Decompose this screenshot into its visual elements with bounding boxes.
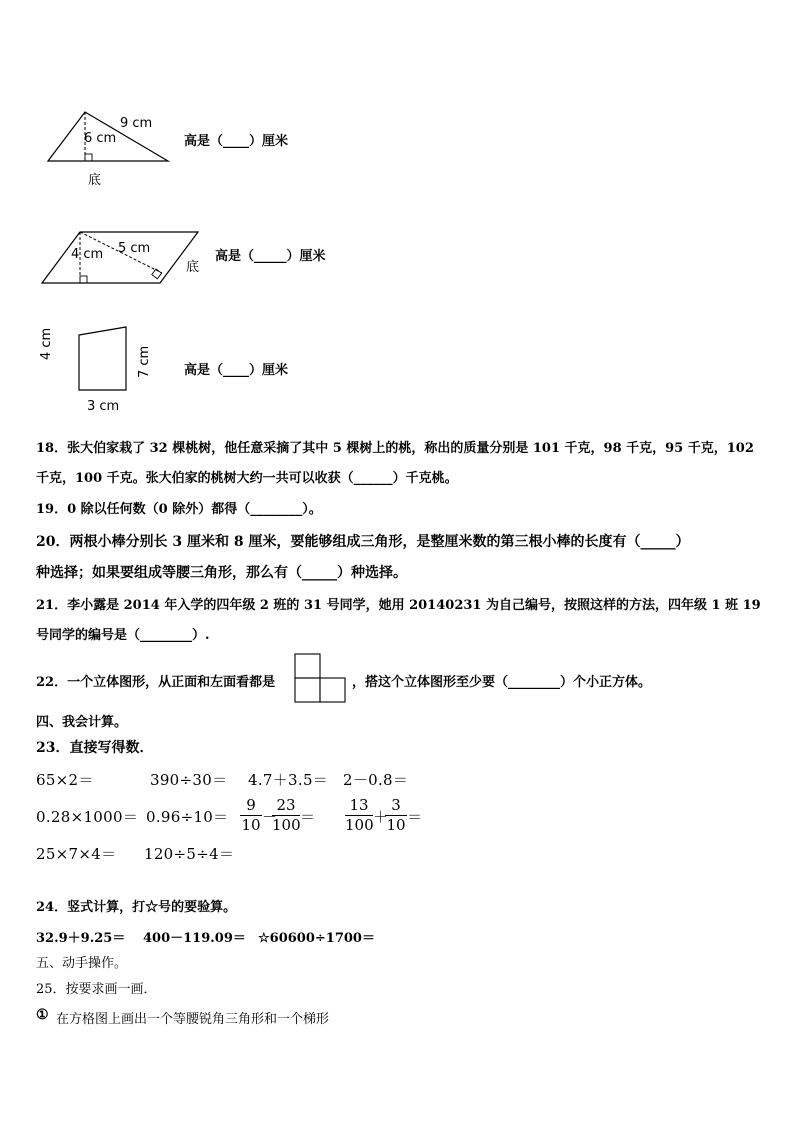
calc-item: 65×2＝: [36, 771, 94, 789]
trapezoid-left-label: 4 cm: [39, 327, 54, 360]
triangle-question: 高是（____）厘米: [184, 134, 289, 149]
q20-line1: 20．两根小棒分别长 3 厘米和 8 厘米，要能够组成三角形，是整厘米数的第三根小棒的长度有（_____）: [36, 534, 690, 550]
vertical-calc-item: ☆60600÷1700＝: [258, 931, 375, 946]
triangle-base-label: 底: [88, 173, 102, 188]
q22-text-before: 22．一个立体图形，从正面和左面看都是: [36, 675, 276, 690]
denominator: 10: [386, 816, 406, 834]
triangle-height-label: 6 cm: [84, 131, 117, 146]
section4-heading: 四、我会计算。: [36, 715, 128, 730]
calc-item: 0.96÷10＝: [146, 808, 229, 826]
q18-line1: 18．张大伯家栽了 32 棵桃树，他任意采摘了其中 5 棵树上的桃，称出的质量分别是 101 千克，98 千克，95 千克，102: [36, 441, 754, 456]
fraction-a: [240, 797, 262, 834]
numerator: 9: [246, 796, 256, 814]
triangle-side-label: 9 cm: [120, 116, 153, 131]
trapezoid-bottom-label: 3 cm: [87, 399, 120, 414]
q23-title: 23．直接写得数．: [36, 740, 154, 756]
numerator: 3: [391, 796, 401, 814]
trapezoid-figure: [76, 325, 130, 393]
numerator: 23: [276, 796, 296, 814]
fraction-b: [385, 797, 407, 834]
operator: －: [262, 808, 278, 826]
q18-line2: 千克，100 千克。张大伯家的桃树大约一共可以收获（______）千克桃。: [36, 471, 458, 486]
parallelogram-question: 高是（_____）厘米: [215, 249, 326, 264]
denominator: 100: [345, 816, 374, 834]
equals-sign: ＝: [300, 808, 316, 826]
q20-line2: 种选择；如果要组成等腰三角形，那么有（_____）种选择。: [36, 565, 407, 581]
calc-item: 120÷5÷4＝: [144, 845, 235, 863]
q19: 19．0 除以任何数（0 除外）都得（________）。: [36, 502, 322, 517]
operator: ＋: [373, 808, 389, 826]
parallelogram-height-label: 4 cm: [71, 247, 104, 262]
vertical-calc-item: 32.9＋9.25＝: [36, 931, 126, 946]
fraction-b: [272, 797, 300, 834]
calc-item: 390÷30＝: [150, 771, 228, 789]
calc-item: 4.7＋3.5＝: [248, 771, 329, 789]
q21-line2: 号同学的编号是（________）.: [36, 628, 210, 643]
denominator: 10: [241, 816, 261, 834]
q22-view-figure: [294, 653, 348, 703]
calc-item: 2－0.8＝: [343, 771, 409, 789]
trapezoid-right-label: 7 cm: [137, 345, 152, 378]
calc-item: 0.28×1000＝: [36, 808, 139, 826]
vertical-calc-item: 400－119.09＝: [143, 931, 246, 946]
fraction-a: [345, 797, 373, 834]
equals-sign: ＝: [407, 808, 423, 826]
q21-line1: 21．李小露是 2014 年入学的四年级 2 班的 31 号同学，她用 20140231 为自己编号，按照这样的方法，四年级 1 班 19: [36, 598, 761, 613]
q24-title: 24．竖式计算，打☆号的要验算。: [36, 900, 237, 915]
q25-item-marker: ①: [36, 1007, 49, 1023]
parallelogram-figure: [40, 229, 200, 287]
denominator: 100: [272, 816, 301, 834]
q25-title: 25．按要求画一画．: [36, 982, 157, 997]
parallelogram-base-label: 底: [186, 260, 200, 275]
q22-text-after: ，搭这个立体图形至少要（________）个小正方体。: [352, 675, 652, 690]
q25-item1: 在方格图上画出一个等腰锐角三角形和一个梯形: [56, 1012, 330, 1027]
numerator: 13: [349, 796, 369, 814]
trapezoid-question: 高是（____）厘米: [184, 363, 289, 378]
parallelogram-side-label: 5 cm: [118, 241, 151, 256]
calc-item: 25×7×4＝: [36, 845, 117, 863]
section5-heading: 五、动手操作。: [36, 956, 128, 971]
